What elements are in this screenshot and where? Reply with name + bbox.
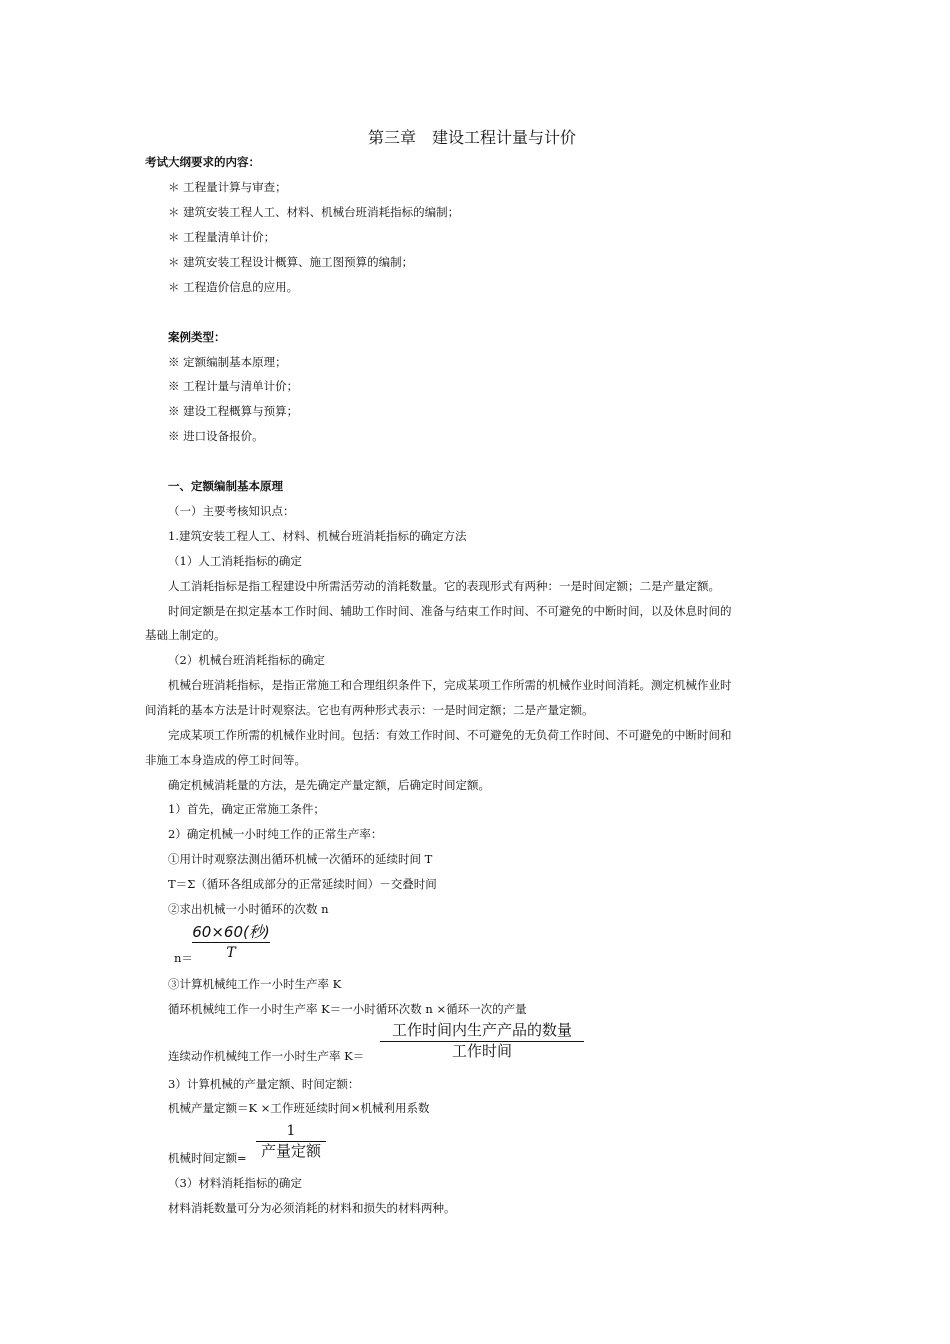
outline-heading: 考试大纲要求的内容： [145,155,260,169]
formula-numerator: 60×60(秒) [192,923,270,941]
formula-denominator: 产量定额 [260,1142,321,1160]
body-line: 机械产量定额＝K ×工作班延续时间×机械利用系数 [168,1101,430,1115]
body-line: （2）机械台班消耗指标的确定 [168,653,325,667]
body-line: ③计算机械纯工作一小时生产率 K [168,977,342,991]
body-line: 2）确定机械一小时纯工作的正常生产率： [168,827,383,841]
body-line: 时间定额是在拟定基本工作时间、辅助工作时间、准备与结束工作时间、不可避免的中断时间，以及休息时间的 [168,604,732,618]
body-line: 基础上制定的。 [145,628,226,642]
case-item: ※ 进口设备报价。 [168,429,264,443]
outline-item: ＊ 建筑安装工程设计概算、施工图预算的编制； [168,255,414,269]
formula-denominator: T [226,945,236,961]
case-item: ※ 建设工程概算与预算； [168,404,299,418]
formula-numerator: 工作时间内生产产品的数量 [391,1021,572,1039]
body-line: 1.建筑安装工程人工、材料、机械台班消耗指标的确定方法 [168,529,467,543]
formula-time-fraction [256,1124,326,1159]
body-line: ①用计时观察法测出循环机械一次循环的延续时间 T [168,852,433,866]
case-item: ※ 工程计量与清单计价； [168,379,299,393]
body-line: 间消耗的基本方法是计时观察法。它也有两种形式表示：一是时间定额；二是产量定额。 [145,703,594,717]
body-line: 完成某项工作所需的机械作业时间。包括：有效工作时间、不可避免的无负荷工作时间、不可避免的中断时间和 [168,728,732,742]
body-line: 材料消耗数量可分为必须消耗的材料和损失的材料两种。 [168,1201,456,1215]
body-line: 3）计算机械的产量定额、时间定额： [168,1077,360,1091]
formula-k-lhs: 连续动作机械纯工作一小时生产率 K＝ [168,1049,365,1063]
body-line: ②求出机械一小时循环的次数 n [168,902,329,916]
formula-time-lhs: 机械时间定额= [168,1151,247,1165]
case-item: ※ 定额编制基本原理； [168,355,287,369]
section-heading: 一、定额编制基本原理 [168,479,283,493]
body-line: 机械台班消耗指标，是指正常施工和合理组织条件下，完成某项工作所需的机械作业时间消耗。测定机械作业时 [168,678,732,692]
outline-item: ＊ 工程造价信息的应用。 [168,280,299,294]
case-heading: 案例类型： [168,330,226,344]
body-line: 循环机械纯工作一小时生产率 K＝一小时循环次数 n ×循环一次的产量 [168,1002,527,1016]
body-line: （一）主要考核知识点： [168,504,295,518]
body-line: （3）材料消耗指标的确定 [168,1176,302,1190]
body-line: 非施工本身造成的停工时间等。 [145,753,306,767]
formula-numerator: 1 [286,1123,296,1139]
body-line: T＝Σ（循环各组成部分的正常延续时间）－交叠时间 [168,877,437,891]
body-line: 1）首先，确定正常施工条件； [168,802,325,816]
body-line: 确定机械消耗量的方法，是先确定产量定额，后确定时间定额。 [168,778,490,792]
formula-denominator: 工作时间 [451,1042,512,1060]
outline-item: ＊ 建筑安装工程人工、材料、机械台班消耗指标的编制； [168,205,460,219]
outline-item: ＊ 工程量清单计价； [168,230,276,244]
formula-n-lhs: n＝ [174,951,193,965]
formula-k-fraction [380,1023,584,1059]
page-title: 第三章 建设工程计量与计价 [368,128,577,147]
body-line: （1）人工消耗指标的确定 [168,554,302,568]
outline-item: ＊ 工程量计算与审查； [168,180,287,194]
body-line: 人工消耗指标是指工程建设中所需活劳动的消耗数量。它的表现形式有两种：一是时间定额；二是产量定额。 [168,579,720,593]
formula-n-fraction [192,925,270,960]
